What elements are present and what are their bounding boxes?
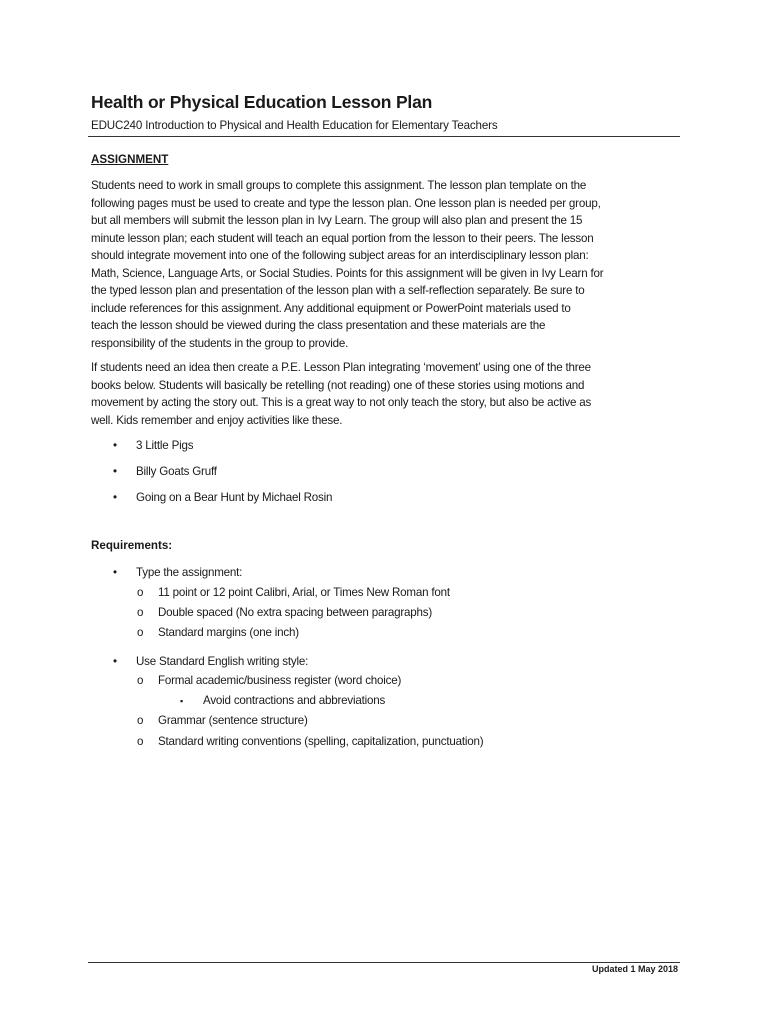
paragraph-line: Students need to work in small groups to complete this assignment. The lesson plan template on the [91,179,587,192]
book-title: Going on a Bear Hunt by Michael Rosin [136,491,333,504]
footer-divider [88,962,680,963]
paragraph-line: minute lesson plan; each student will teach an equal portion from the lesson to their peers. The lesson [91,231,594,245]
paragraph-line: books below. Students will basically be retelling (not reading) one of these stories using motions and [91,378,585,392]
requirement-subsubitem [0,692,768,710]
requirement-subsubitem-text: Avoid contractions and abbreviations [203,694,386,707]
paragraph-line: following pages must be used to create and type the lesson plan. One lesson plan is needed per group, [91,196,601,210]
book-title: 3 Little Pigs [136,439,194,452]
circle-marker: o [137,674,144,687]
assignment-paragraph-1 [91,177,681,352]
requirement-label: Type the assignment: [136,566,243,579]
document-subtitle: EDUC240 Introduction to Physical and Health Education for Elementary Teachers [91,119,498,132]
circle-marker: o [137,714,144,727]
paragraph-line: well. Kids remember and enjoy activities like these. [91,413,343,427]
paragraph-line: the typed lesson plan and presentation of the lesson plan with a self-reflection separately. Be sure to [91,284,585,297]
book-title: Billy Goats Gruff [136,465,217,478]
requirement-item [0,564,768,582]
circle-marker: o [137,606,144,619]
requirement-subitem [0,624,768,642]
requirements-heading: Requirements: [91,539,173,552]
paragraph-line: include references for this assignment. Any additional equipment or PowerPoint materials used to [91,301,571,315]
bullet-marker: • [113,566,117,579]
requirement-subitem [0,672,768,690]
bullet-marker: • [113,465,117,478]
assignment-paragraph-2 [91,359,681,429]
assignment-heading: ASSIGNMENT [91,153,169,166]
book-list-item [0,437,768,455]
bullet-marker: • [113,439,117,452]
requirement-subitem-text: Standard writing conventions (spelling, capitalization, punctuation) [158,735,484,748]
paragraph-line: movement by acting the story out. This is a great way to not only teach the story, but also be active as [91,396,592,409]
circle-marker: o [137,586,144,599]
paragraph-line: teach the lesson should be viewed during the class presentation and these materials are the [91,319,546,332]
circle-marker: o [137,735,144,748]
document-title: Health or Physical Education Lesson Plan [91,92,433,112]
requirement-label: Use Standard English writing style: [136,655,309,668]
paragraph-line: responsibility of the students in the group to provide. [91,336,349,350]
paragraph-line: If students need an idea then create a P.E. Lesson Plan integrating ‘movement’ using one of the three [91,361,591,374]
book-list-item [0,489,768,507]
square-marker: ▪ [180,696,183,706]
requirement-subitem-text: Formal academic/business register (word choice) [158,674,402,687]
requirement-subitem [0,733,768,751]
requirement-subitem-text: Grammar (sentence structure) [158,714,308,727]
paragraph-line: but all members will submit the lesson plan in Ivy Learn. The group will also plan and present the 15 [91,214,583,227]
requirement-subitem-text: 11 point or 12 point Calibri, Arial, or Times New Roman font [158,586,450,599]
circle-marker: o [137,626,144,639]
requirement-item [0,653,768,671]
footer-updated-date: Updated 1 May 2018 [591,964,678,974]
requirement-subitem [0,584,768,602]
requirement-subitem [0,712,768,730]
requirement-subitem-text: Standard margins (one inch) [158,626,299,639]
book-list-item [0,463,768,481]
requirement-subitem-text: Double spaced (No extra spacing between paragraphs) [158,606,433,619]
requirement-subitem [0,604,768,622]
paragraph-line: Math, Science, Language Arts, or Social Studies. Points for this assignment will be given in Ivy Learn for [91,266,604,280]
header-divider [88,136,680,137]
bullet-marker: • [113,491,117,504]
paragraph-line: should integrate movement into one of the following subject areas for an interdisciplinary lesson plan: [91,249,589,262]
bullet-marker: • [113,655,117,668]
